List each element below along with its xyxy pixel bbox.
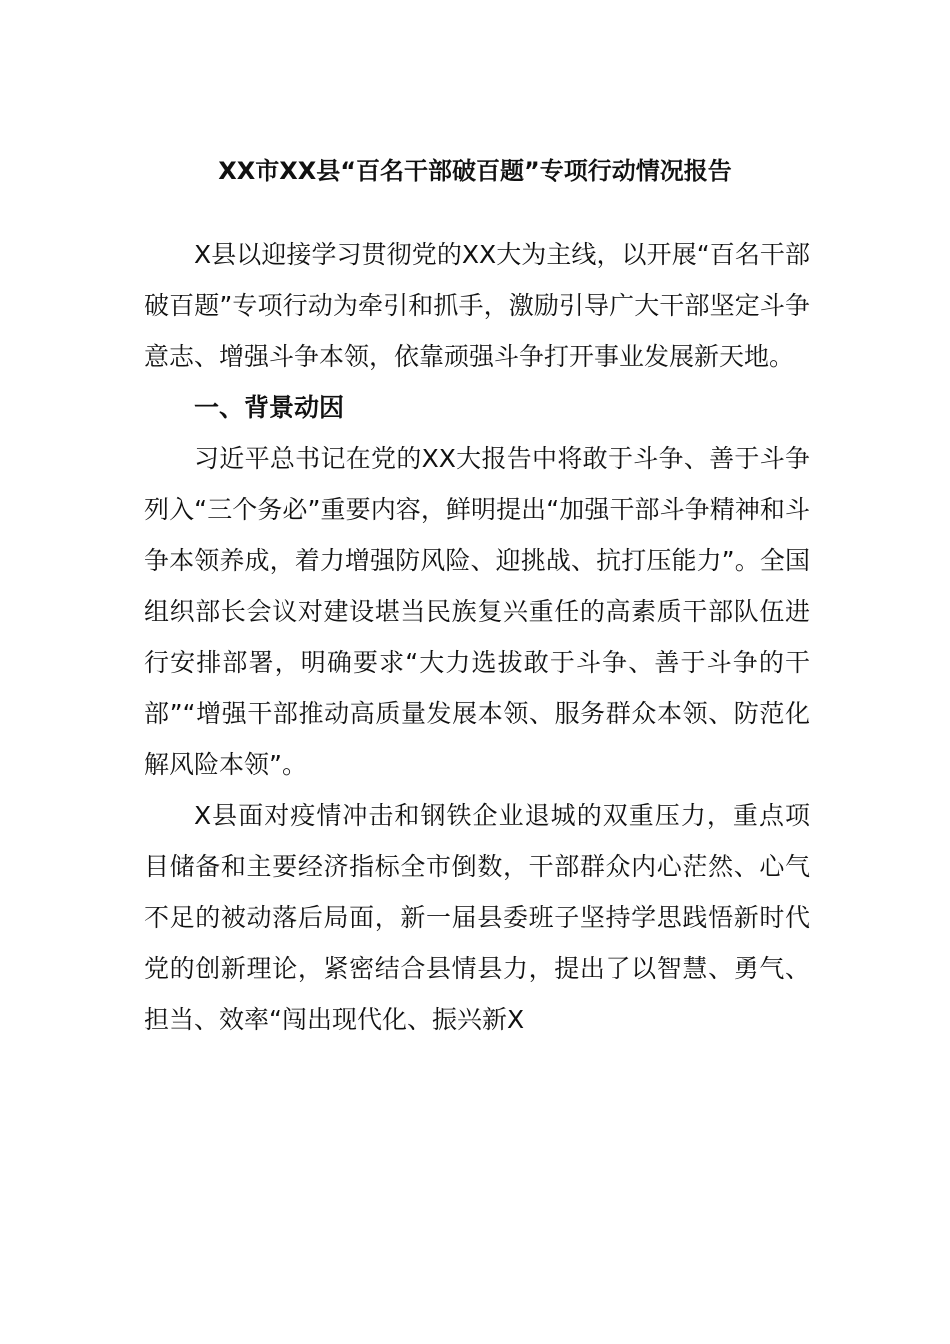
background-paragraph-2: X县面对疫情冲击和钢铁企业退城的双重压力，重点项目储备和主要经济指标全市倒数，干部群众内心茫然、心气不足的被动落后局面，新一届县委班子坚持学思践悟新时代党的创新理论，紧密结合县情县力，提出了以智慧、勇气、担当、效率“闯出现代化、振兴新X bbox=[144, 801, 810, 1034]
document-body bbox=[144, 145, 810, 1045]
intro-paragraph: X县以迎接学习贯彻党的XX大为主线，以开展“百名干部破百题”专项行动为牵引和抓手，激励引导广大干部坚定斗争意志、增强斗争本领，依靠顽强斗争打开事业发展新天地。 bbox=[144, 240, 810, 371]
document-title: XX市XX县“百名干部破百题”专项行动情况报告 bbox=[218, 157, 732, 185]
background-paragraph-1: 习近平总书记在党的XX大报告中将敢于斗争、善于斗争列入“三个务必”重要内容，鲜明提出“加强干部斗争精神和斗争本领养成，着力增强防风险、迎挑战、抗打压能力”。全国组织部长会议对建设堪当民族复兴重任的高素质干部队伍进行安排部署，明确要求“大力选拔敢于斗争、善于斗争的干部”“增强干部推动高质量发展本领、服务群众本领、防范化解风险本领”。 bbox=[144, 444, 810, 779]
section-heading-background: 一、背景动因 bbox=[194, 393, 345, 422]
